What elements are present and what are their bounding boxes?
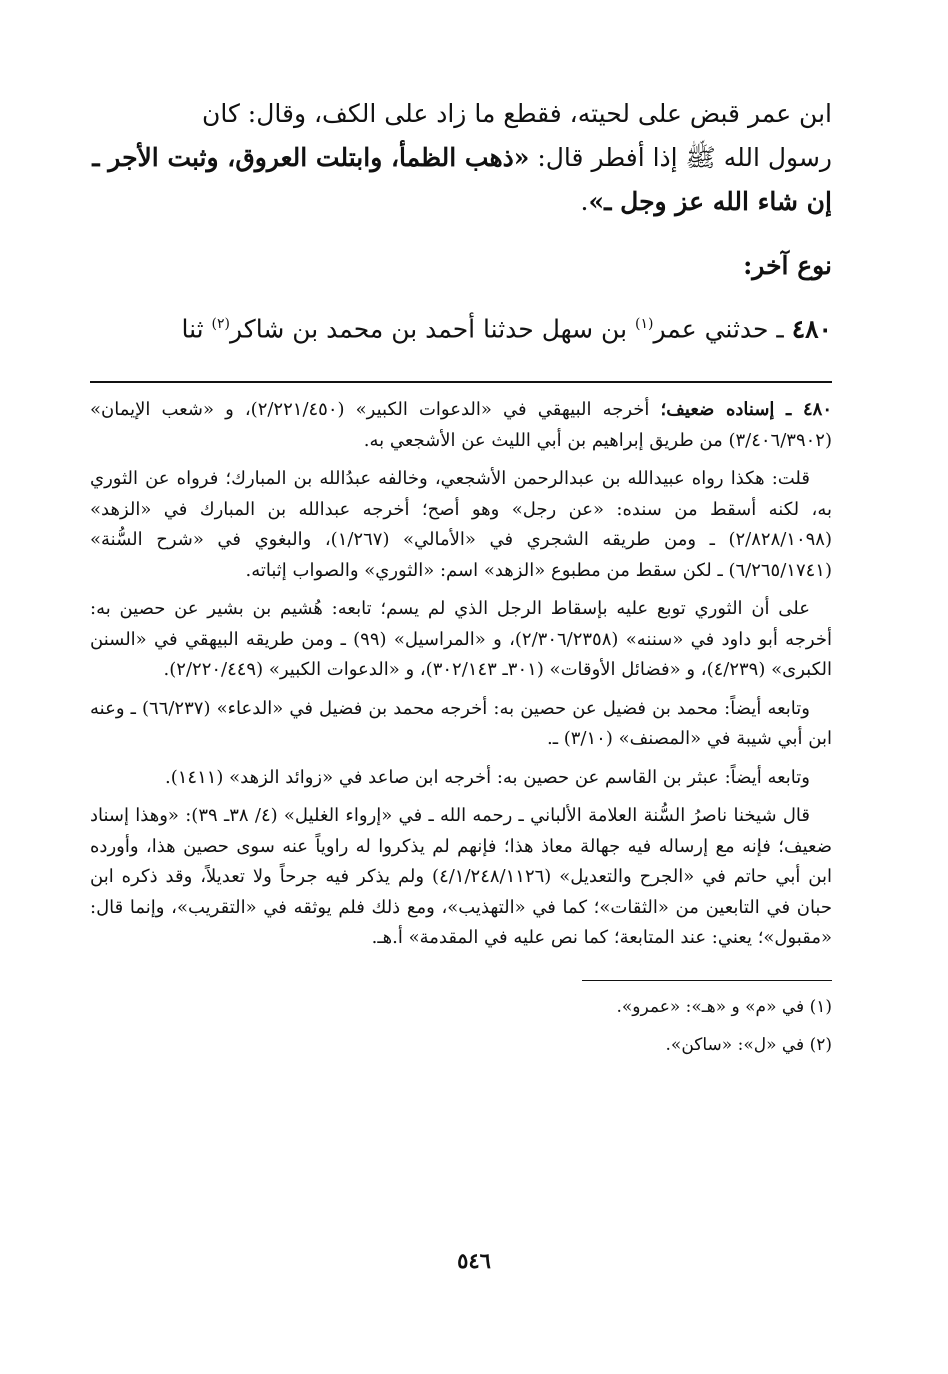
footnote-ref-2: (٢) — [211, 316, 230, 332]
commentary-notes — [90, 395, 832, 954]
page-body — [90, 92, 832, 1069]
section-heading: نوع آخر: — [743, 251, 832, 280]
note-paragraph: على أن الثوري توبع عليه بإسقاط الرجل الذي لم يسم؛ تابعه: هُشيم بن بشير عن حصين به: أخرجه أبو داود في «سننه» (٢/٣٠٦/٢٣٥٨)، و «المراسيل» (٩٩) ـ ومن طريقه البيهقي في «السنن الكبرى» (٤/٢٣٩)، و «فضائل الأوقات» (٣٠١ـ ٣٠٢/١٤٣)، و «الدعوات الكبير» (٢/٢٢٠/٤٤٩). — [90, 598, 832, 681]
note-paragraph: وتابعه أيضاً: عبثر بن القاسم عن حصين به: أخرجه ابن صاعد في «زوائد الزهد» (١٤١١). — [164, 766, 810, 788]
main-line-1: ابن عمر قبض على لحيته، فقطع ما زاد على الكف، وقال: كان — [201, 99, 832, 128]
note-paragraph: ٤٨٠ ـ إسناده ضعيف؛ أخرجه البيهقي في «الدعوات الكبير» (٢/٢٢١/٤٥٠)، و «شعب الإيمان» (٣/٤٠٦/٣٩٠٢) من طريق إبراهيم بن أبي الليث عن الأشجعي به. — [90, 399, 832, 451]
footnote-2: (٢) في «ل»: «ساكن». — [665, 1034, 832, 1055]
footnotes — [90, 993, 832, 1059]
divider-rule — [90, 381, 832, 383]
note-paragraph: قال شيخنا ناصرُ السُّنة العلامة الألباني ـ رحمه الله ـ في «إرواء الغليل» (٤/ ٣٨ـ ٣٩): «وهذا إسناد ضعيف؛ فإنه مع إرساله فيه جهالة معاذ هذا؛ فإنهم لم يذكروا له راوياً عنه سوى حصين هذا، وأورده ابن أبي حاتم في «الجرح والتعديل» (٤/١/٢٤٨/١١٢٦) ولم يذكر فيه جرحاً ولا تعديلاً، وقد ذكره ابن حبان في التابعين من «الثقات»؛ كما في «التهذيب»، ومع ذلك فلم يوثقه في «التقريب»، وإنما قال: «مقبول»؛ يعني: عند المتابعة؛ كما نص عليه في المقدمة» أ.هـ. — [90, 805, 832, 949]
main-line-3: إن شاء الله عز وجل ـ». — [580, 187, 832, 216]
note-paragraph: قلت: هكذا رواه عبيدالله بن عبدالرحمن الأشجعي، وخالفه عبدُالله بن المبارك؛ فرواه عن الثوري به، لكنه أسقط من سنده: «عن رجل» وهو أصح؛ أخرجه عبدالله بن المبارك في «الزهد» (٢/٨٢٨/١٠٩٨) ـ ومن طريقه الشجري في «الأمالي» (١/٢٦٧)، والبغوي في «شرح السُّنة» (٦/٢٦٥/١٧٤١) ـ لكن سقط من مطبوع «الزهد» اسم: «الثوري» والصواب إثباته. — [90, 468, 833, 581]
hadith-number: ٤٨٠ — [791, 314, 832, 344]
main-line-2: رسول الله ﷺ إذا أفطر قال: «ذهب الظمأ، وابتلت العروق، وثبت الأجر ـ — [92, 143, 832, 172]
footnote-rule — [582, 980, 832, 981]
note-paragraph: وتابعه أيضاً: محمد بن فضيل عن حصين به: أخرجه محمد بن فضيل في «الدعاء» (٦٦/٢٣٧) ـ وعنه ابن أبي شيبة في «المصنف» (٣/١٠) ـ. — [90, 697, 832, 750]
hadith-line: ٤٨٠ ـ حدثني عمر$^{(١)}$ بن سهل حدثنا أحمد بن محمد بن شاكر$^{(٢)}$ ثنا — [181, 314, 832, 344]
footnote-ref-1: (١) — [634, 316, 654, 332]
page-number: ٥٤٦ — [457, 1248, 491, 1273]
footnote-1: (١) في «م» و «هـ»: «عمرو». — [616, 996, 832, 1017]
main-text — [90, 92, 832, 351]
